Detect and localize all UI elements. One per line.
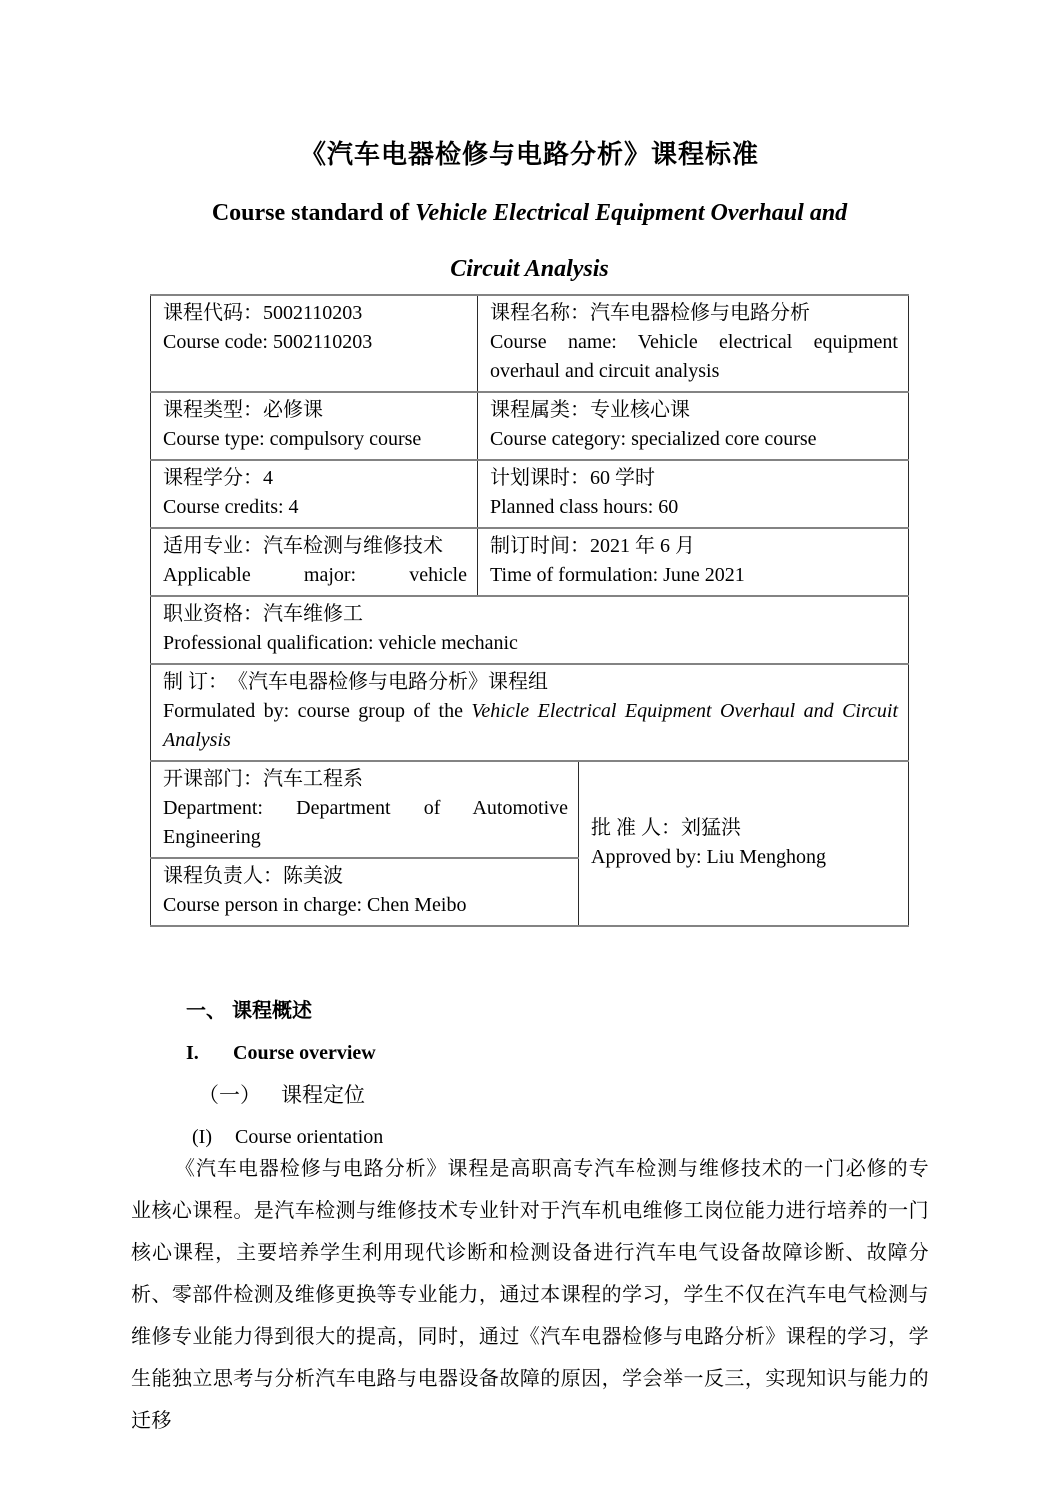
table-row-qualification: [151, 596, 909, 664]
subsection-title-en: Course orientation: [235, 1126, 384, 1148]
table-row-department: [151, 761, 909, 858]
course-type-zh: 课程类型：必修课: [163, 399, 323, 421]
title-en-bold-part: Course standard of: [211, 200, 416, 226]
section-number-zh: 一、: [186, 1000, 226, 1022]
planned-hours-zh: 计划课时：60 学时: [490, 467, 655, 489]
qualification-en: Professional qualification: vehicle mechanic: [163, 632, 518, 654]
course-code-zh: 课程代码：5002110203: [163, 302, 363, 324]
formulated-by-en-italic: Vehicle Electrical Equipment Overhaul and Circuit Analysis: [163, 700, 898, 751]
course-name-en: Course name: Vehicle electrical equipment overhaul and circuit analysis: [490, 331, 898, 382]
section-number-en: I.: [186, 1042, 199, 1064]
cell-applicable-major: [151, 528, 478, 596]
table-row-formulated-by: [151, 664, 909, 761]
approved-by-en: Approved by: Liu Menghong: [591, 845, 826, 868]
cell-formulated-by: [151, 664, 909, 761]
cell-course-category: [478, 392, 909, 460]
table-row-type-category: [151, 392, 909, 460]
course-credits-zh: 课程学分：4: [163, 467, 273, 489]
document-title-zh: 《汽车电器检修与电路分析》课程标准: [299, 140, 759, 169]
cell-course-type: [151, 392, 478, 460]
formulated-by-en-normal: Formulated by: course group of the: [163, 700, 472, 722]
subsection-number-zh: （一）: [198, 1083, 261, 1107]
section-title-en: Course overview: [233, 1042, 376, 1064]
planned-hours-en: Planned class hours: 60: [490, 496, 679, 518]
cell-course-code: [151, 295, 478, 392]
course-orientation-paragraph: 《汽车电器检修与电路分析》课程是高职高专汽车检测与维修技术的一门必修的专业核心课程。是汽车检测与维修技术专业针对于汽车机电维修工岗位能力进行培养的一门核心课程，主要培养学生利用现代诊断和检测设备进行汽车电气设备故障诊断、故障分析、零部件检测及维修更换等专业能力，通过本课程的学习，学生不仅在汽车电气检测与维修专业能力得到很大的提高，同时，通过《汽车电器检修与电路分析》课程的学习，学生能独立思考与分析汽车电路与电器设备故障的原因，学会举一反三，实现知识与能力的迁移: [131, 1158, 929, 1432]
cell-department: [151, 761, 579, 858]
course-type-en: Course type: compulsory course: [163, 428, 422, 450]
formulation-time-zh: 制订时间：2021 年 6 月: [490, 535, 695, 557]
formulated-by-zh: 制 订： 《汽车电器检修与电路分析》课程组: [163, 671, 548, 693]
table-row-credits-hours: [151, 460, 909, 528]
formulated-by-en: [163, 697, 898, 755]
course-credits-en: Course credits: 4: [163, 496, 299, 518]
section-heading-en: [186, 1032, 1059, 1074]
formulation-time-en: Time of formulation: June 2021: [490, 564, 745, 586]
qualification-zh: 职业资格：汽车维修工: [163, 603, 363, 625]
table-row-major-date: [151, 528, 909, 596]
cell-approved-by: [579, 761, 909, 926]
subsection-title-zh: 课程定位: [281, 1083, 365, 1107]
course-category-en: Course category: specialized core course: [490, 428, 817, 450]
department-en: Department: Department of Automotive Engineering: [163, 797, 568, 848]
title-en-italic-part1: Vehicle Electrical Equipment Overhaul and: [415, 200, 848, 226]
course-category-zh: 课程属类：专业核心课: [490, 399, 690, 421]
title-en-italic-part2: Circuit Analysis: [450, 256, 609, 282]
subsection-heading-zh: [198, 1074, 1059, 1116]
section-heading-zh: [186, 990, 1059, 1032]
person-in-charge-en: Course person in charge: Chen Meibo: [163, 894, 467, 916]
applicable-major-zh: 适用专业：汽车检测与维修技术: [163, 535, 443, 557]
section-title-zh: 课程概述: [232, 1000, 312, 1022]
cell-professional-qualification: [151, 596, 909, 664]
applicable-major-en: Applicable major: vehicle: [163, 564, 467, 586]
subsection-number-en: (I): [192, 1126, 212, 1148]
course-code-en: Course code: 5002110203: [163, 331, 373, 353]
course-info-table-upper: [150, 294, 909, 762]
table-row-course-code-name: [151, 295, 909, 392]
cell-planned-hours: [478, 460, 909, 528]
course-info-table-lower: [150, 760, 909, 927]
cell-course-name: [478, 295, 909, 392]
department-zh: 开课部门：汽车工程系: [163, 768, 363, 790]
cell-formulation-time: [478, 528, 909, 596]
cell-course-credits: [151, 460, 478, 528]
document-title-en-line2: [0, 256, 1059, 283]
document-title-en-line1: [0, 200, 1059, 227]
course-name-zh: 课程名称：汽车电器检修与电路分析: [490, 302, 810, 324]
approved-by-zh: 批 准 人：刘猛洪: [591, 816, 741, 839]
person-in-charge-zh: 课程负责人：陈美波: [163, 865, 343, 887]
cell-person-in-charge: [151, 858, 579, 926]
